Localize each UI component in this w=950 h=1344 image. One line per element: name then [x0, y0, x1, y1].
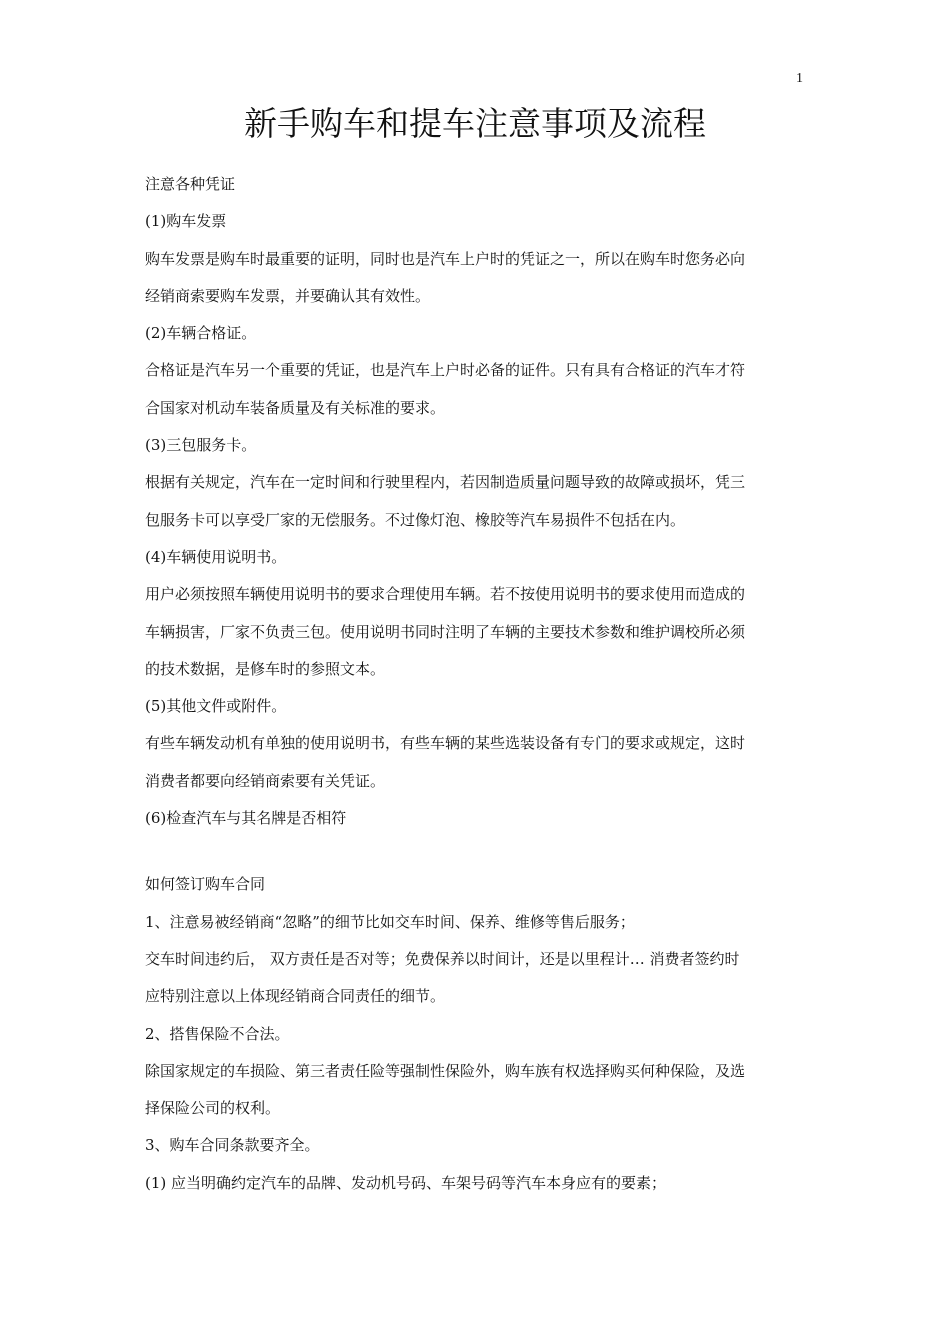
paragraph-line: (6)检查汽车与其名牌是否相符	[145, 809, 347, 828]
paragraph-line: 购车发票是购车时最重要的证明，同时也是汽车上户时的凭证之一，所以在购车时您务必向	[145, 249, 746, 268]
paragraph-line: 包服务卡可以享受厂家的无偿服务。不过像灯泡、橡胶等汽车易损件不包括在内。	[145, 510, 686, 529]
section-spacer	[145, 843, 813, 872]
paragraph-line: 车辆损害，厂家不负责三包。使用说明书同时注明了车辆的主要技术参数和维护调校所必须	[145, 622, 746, 641]
paragraph-line: 有些车辆发动机有单独的使用说明书，有些车辆的某些选装设备有专门的要求或规定，这时	[145, 734, 746, 753]
paragraph-line: (2)车辆合格证。	[145, 324, 257, 343]
paragraph-line: 2、搭售保险不合法。	[145, 1024, 290, 1043]
paragraph-line: 经销商索要购车发票，并要确认其有效性。	[145, 286, 431, 305]
paragraph-line: 交车时间违约后， 双方责任是否对等；免费保养以时间计，还是以里程计… 消费者签约时	[145, 949, 740, 968]
paragraph-line: 用户必须按照车辆使用说明书的要求合理使用车辆。若不按使用说明书的要求使用而造成的	[145, 585, 746, 604]
paragraph-line: 应特别注意以上体现经销商合同责任的细节。	[145, 987, 446, 1006]
document-body	[145, 172, 813, 1208]
paragraph-line: (1)购车发票	[145, 212, 227, 231]
paragraph-line: 合国家对机动车装备质量及有关标准的要求。	[145, 398, 446, 417]
paragraph-line: (1) 应当明确约定汽车的品牌、发动机号码、车架号码等汽车本身应有的要素；	[145, 1173, 667, 1192]
section-heading: 注意各种凭证	[145, 175, 236, 193]
paragraph-line: (3)三包服务卡。	[145, 436, 257, 455]
paragraph-line: 根据有关规定，汽车在一定时间和行驶里程内，若因制造质量问题导致的故障或损坏，凭三	[145, 473, 746, 492]
paragraph-line: 合格证是汽车另一个重要的凭证，也是汽车上户时必备的证件。只有具有合格证的汽车才符	[145, 361, 746, 380]
page-number: 1	[796, 71, 803, 86]
paragraph-line: (4)车辆使用说明书。	[145, 547, 287, 566]
paragraph-line: 择保险公司的权利。	[145, 1099, 281, 1118]
section-heading: 如何签订购车合同	[145, 875, 266, 894]
paragraph-line: 3、购车合同条款要齐全。	[145, 1136, 320, 1155]
paragraph-line: 除国家规定的车损险、第三者责任险等强制性保险外，购车族有权选择购买何种保险，及选	[145, 1061, 746, 1080]
paragraph-line: 消费者都要向经销商索要有关凭证。	[145, 771, 386, 790]
paragraph-line: (5)其他文件或附件。	[145, 697, 287, 716]
paragraph-line: 的技术数据，是修车时的参照文本。	[145, 659, 386, 678]
page-title: 新手购车和提车注意事项及流程	[244, 104, 706, 143]
paragraph-line: 1、注意易被经销商“忽略”的细节比如交车时间、保养、维修等售后服务；	[145, 912, 635, 931]
